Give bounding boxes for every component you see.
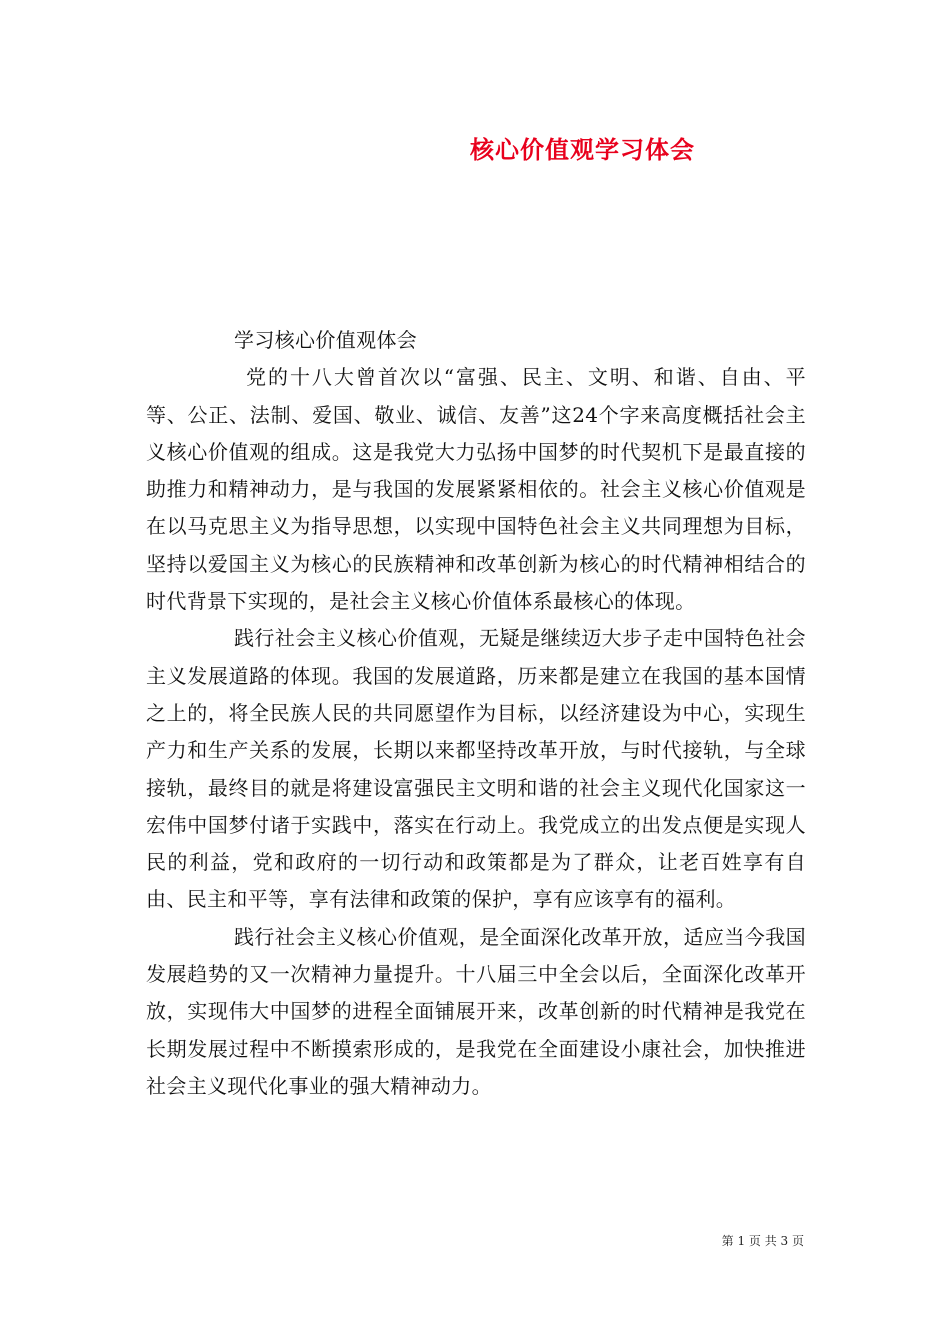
paragraph-2: 践行社会主义核心价值观，无疑是继续迈大步子走中国特色社会主义发展道路的体现。我国的发展道路，历来都是建立在我国的基本国情之上的，将全民族人民的共同愿望作为目标，以经济建设为中心，实现生产力和生产关系的发展，长期以来都坚持改革开放，与时代接轨，与全球接轨，最终目的就是将建设富强民主文明和谐的社会主义现代化国家这一宏伟中国梦付诸于实践中，落实在行动上。我党成立的出发点便是实现人民的利益，党和政府的一切行动和政策都是为了群众，让老百姓享有自由、民主和平等，享有法律和政策的保护，享有应该享有的福利。 xyxy=(146,626,806,912)
paragraph-1: 党的十八大曾首次以“富强、民主、文明、和谐、自由、平等、公正、法制、爱国、敬业、诚信、友善”这24个字来高度概括社会主义核心价值观的组成。这是我党大力弘扬中国梦的时代契机下是最直接的助推力和精神动力，是与我国的发展紧紧相依的。社会主义核心价值观是在以马克思主义为指导思想，以实现中国特色社会主义共同理想为目标，坚持以爱国主义为核心的民族精神和改革创新为核心的时代精神相结合的时代背景下实现的，是社会主义核心价值体系最核心的体现。 xyxy=(146,365,806,614)
document-title: 核心价值观学习体会 xyxy=(470,135,695,164)
paragraph-3: 践行社会主义核心价值观，是全面深化改革开放，适应当今我国发展趋势的又一次精神力量提升。十八届三中全会以后，全面深化改革开放，实现伟大中国梦的进程全面铺展开来，改革创新的时代精神是我党在长期发展过程中不断摸索形成的，是我党在全面建设小康社会，加快推进社会主义现代化事业的强大精神动力。 xyxy=(146,924,806,1098)
document-body xyxy=(146,322,806,1105)
document-subtitle: 学习核心价值观体会 xyxy=(234,328,418,352)
page-footer: 第 1 页 共 3 页 xyxy=(721,1234,804,1248)
